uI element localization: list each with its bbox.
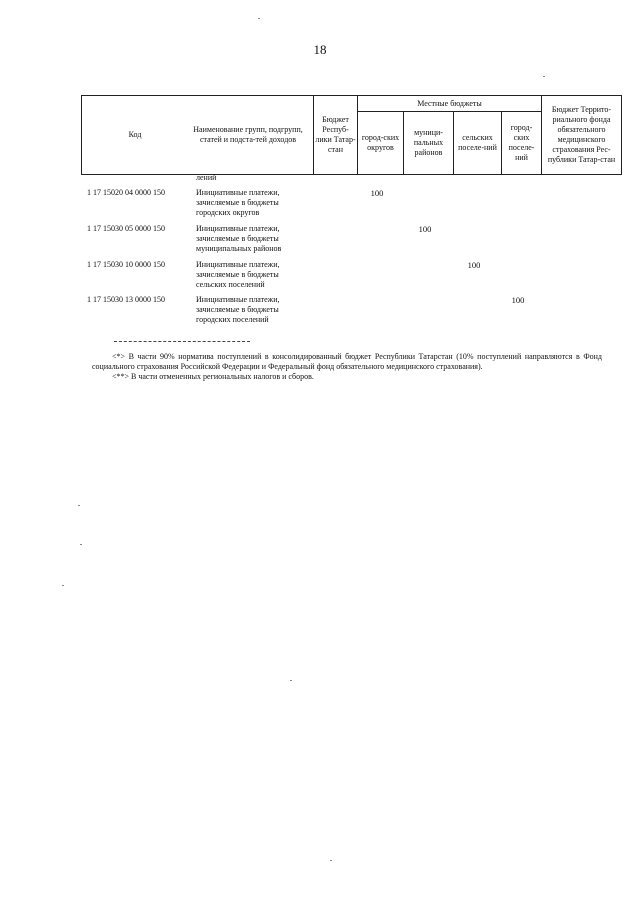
header-local-budgets: Местные бюджеты bbox=[358, 96, 542, 112]
row-name: Инициативные платежи, зачисляемые в бюджеты муниципальных районов bbox=[196, 224, 282, 253]
scan-speck bbox=[330, 860, 332, 861]
footnote-1: <*> В части 90% норматива поступлений в консолидированный бюджет Республики Татарстан (10% поступлений направляются в Фонд социального страхования Российской Федерации и Федеральный фонд обязательного медицинского страхования). bbox=[92, 352, 602, 371]
header-code: Код bbox=[128, 130, 142, 139]
header-republic-budget: Бюджет Респуб-лики Татар-стан bbox=[314, 96, 358, 175]
row-code: 1 17 15030 05 0000 150 bbox=[87, 224, 165, 233]
scan-speck bbox=[80, 544, 82, 545]
header-urban-settlements: город-ских поселе-ний bbox=[502, 112, 542, 175]
header-city-districts: город-ских округов bbox=[358, 112, 404, 175]
row-code: 1 17 15030 10 0000 150 bbox=[87, 260, 165, 269]
table-row bbox=[0, 295, 640, 335]
row-name: Инициативные платежи, зачисляемые в бюджеты городских округов bbox=[196, 188, 280, 217]
row-value: 100 bbox=[370, 188, 384, 198]
row-name: Инициативные платежи, зачисляемые в бюджеты городских поселений bbox=[196, 295, 280, 324]
scan-speck bbox=[78, 505, 80, 506]
footnotes bbox=[92, 352, 602, 382]
header-name: Наименование групп, подгрупп, статей и подста-тей доходов bbox=[193, 125, 303, 144]
header-municipal-districts: муници-пальных районов bbox=[404, 112, 454, 175]
table-row bbox=[0, 224, 640, 264]
footnote-separator bbox=[114, 341, 250, 342]
scan-speck bbox=[290, 680, 292, 681]
row-name: Инициативные платежи, зачисляемые в бюджеты сельских поселений bbox=[196, 260, 280, 289]
table-row bbox=[0, 188, 640, 228]
row-value: 100 bbox=[418, 224, 432, 234]
budget-table-header bbox=[81, 95, 622, 175]
header-rural-settlements: сельских поселе-ний bbox=[454, 112, 502, 175]
table-row bbox=[0, 260, 640, 300]
scan-speck bbox=[62, 585, 64, 586]
scan-speck bbox=[543, 76, 545, 77]
page-number: 18 bbox=[313, 42, 327, 57]
footnote-2: <**> В части отмененных региональных налогов и сборов. bbox=[112, 372, 314, 381]
row-code: 1 17 15030 13 0000 150 bbox=[87, 295, 165, 304]
continuation-fragment: лений bbox=[196, 173, 217, 182]
scan-speck bbox=[258, 18, 260, 19]
row-code: 1 17 15020 04 0000 150 bbox=[87, 188, 165, 197]
row-value: 100 bbox=[511, 295, 525, 305]
header-territorial-fund: Бюджет Террито-риального фонда обязательного медицинского страхования Рес-публики Татар-стан bbox=[542, 96, 622, 175]
row-value: 100 bbox=[467, 260, 481, 270]
